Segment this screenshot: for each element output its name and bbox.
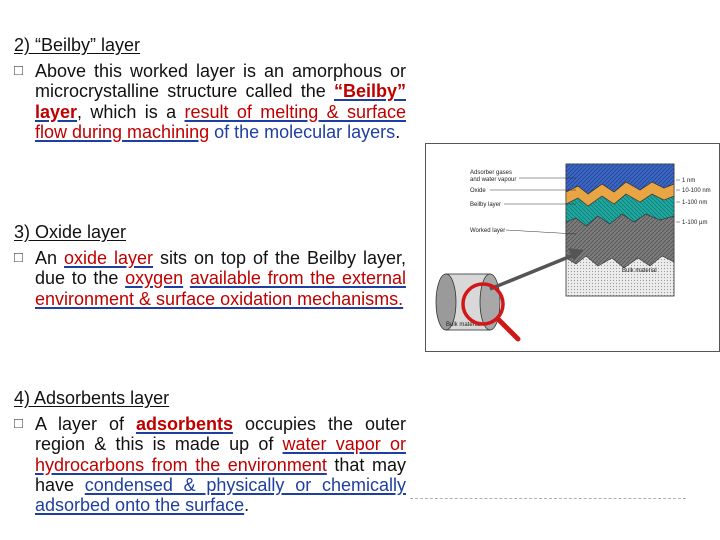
section-4-title: 4) Adsorbents layer bbox=[14, 388, 170, 408]
section-2-text: , which is a bbox=[77, 101, 185, 122]
dim-beilby: 1-100 nm bbox=[682, 200, 708, 206]
dim-adsorbent: 1 nm bbox=[682, 178, 696, 184]
bullet-icon: □ bbox=[14, 62, 24, 79]
external-environment-phrase: available from the external environment & surface oxidation mechanisms. bbox=[35, 268, 406, 309]
dimension-ticks bbox=[676, 178, 711, 226]
surface-layers-figure bbox=[425, 143, 720, 352]
bullet-icon: □ bbox=[14, 249, 24, 266]
label-bulk-left: Bulk material bbox=[446, 322, 481, 328]
label-bulk-right: Bulk material bbox=[622, 268, 657, 274]
section-4-text: A layer of bbox=[35, 414, 136, 434]
section-2-text: . bbox=[395, 121, 401, 142]
adsorbed-phrase: condensed & physically or chemically adsorbed onto the surface bbox=[35, 474, 406, 516]
label-worked: Worked layer bbox=[470, 228, 506, 234]
water-vapor-phrase: water vapor or hydrocarbons from the environment bbox=[35, 434, 406, 475]
adsorbents-term: adsorbents bbox=[135, 414, 233, 434]
section-2-text: Above this worked layer is an amorphous or microcrystalline structure called the bbox=[35, 61, 406, 102]
divider-line bbox=[410, 498, 686, 499]
surface-layers-diagram bbox=[426, 144, 719, 351]
oxide-layer-term: oxide layer bbox=[64, 248, 154, 268]
section-2-paragraph bbox=[35, 61, 406, 142]
dim-oxide: 10-100 nm bbox=[682, 188, 711, 194]
section-3-title: 3) Oxide layer bbox=[14, 222, 127, 242]
section-4-text: . bbox=[244, 495, 250, 516]
label-water-vapour: and water vapour bbox=[470, 177, 517, 183]
melting-surface-flow-phrase: result of melting & surface flow during machining bbox=[35, 101, 406, 142]
dim-worked: 1-100 µm bbox=[682, 220, 708, 226]
beilby-layer-term: “Beilby” layer bbox=[35, 81, 406, 122]
oxygen-term: oxygen bbox=[125, 268, 184, 289]
section-3-text bbox=[183, 268, 190, 288]
label-adsorber-gases: Adsorber gases bbox=[470, 170, 513, 176]
section-3-text: sits on top of the Beilby layer, due to the bbox=[35, 248, 406, 289]
section-4-text: occupies the outer region & this is made up of bbox=[35, 414, 406, 455]
section-4-paragraph bbox=[35, 414, 406, 515]
section-4-text: that may have bbox=[35, 454, 406, 495]
label-oxide: Oxide bbox=[470, 188, 486, 194]
bullet-icon: □ bbox=[14, 415, 24, 432]
section-3-text: An bbox=[35, 248, 64, 268]
section-3-paragraph bbox=[35, 248, 406, 309]
molecular-layers-phrase: of the molecular layers bbox=[209, 121, 396, 142]
section-2-title: 2) “Beilby” layer bbox=[14, 35, 141, 55]
layer-block bbox=[566, 164, 674, 296]
label-beilby: Beilby layer bbox=[470, 202, 502, 208]
